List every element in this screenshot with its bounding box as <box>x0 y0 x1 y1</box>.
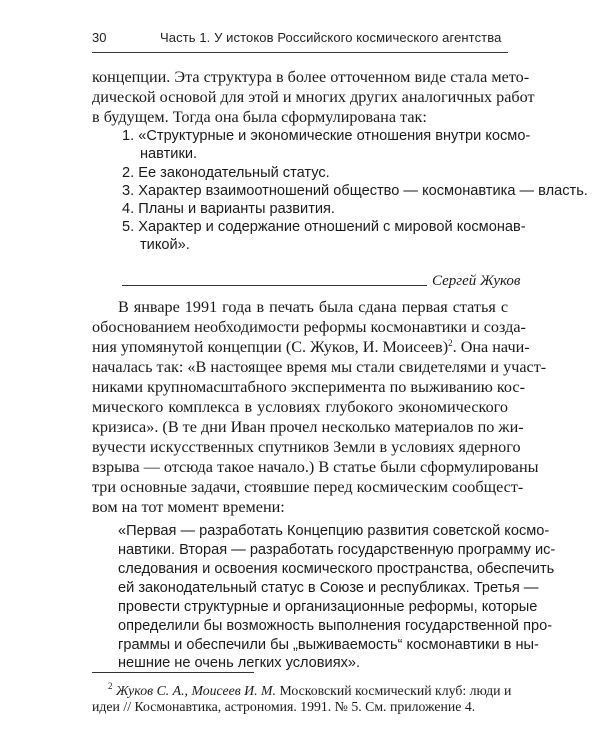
author-name: Сергей Жуков <box>432 273 521 289</box>
para2-line: обоснованием необходимости реформы космонавтики и созда- <box>92 318 526 336</box>
footnote-title: Московский космический клуб: люди и <box>279 683 512 698</box>
para1-line: в будущем. Тогда она была сформулирована так: <box>92 108 427 126</box>
quote-line: навтики. Вторая — разработать государственную программу ис- <box>118 542 556 558</box>
footnote-rule <box>92 672 254 673</box>
para2-line-with-footnote <box>92 338 530 357</box>
quote-line: ей законодательный статус в Союзе и республиках. Третья — <box>118 580 539 596</box>
list-item-line: 5. Характер и содержание отношений с мировой космонав- <box>122 219 526 235</box>
running-title: Часть 1. У истоков Российского космического агентства <box>160 30 502 45</box>
para2-line: три основные задачи, стоявшие перед космическим сообщест- <box>92 478 524 496</box>
para2-line: В январе 1991 года в печать была сдана первая статья с <box>118 298 508 316</box>
para2-line-tail: . Она начи- <box>452 338 530 356</box>
para2-line: вом на тот момент времени: <box>92 498 285 516</box>
quote-line: провести структурные и организационные реформы, которые <box>118 599 538 615</box>
footnote-line: идеи // Космонавтика, астрономия. 1991. № 5. См. приложение 4. <box>92 699 476 714</box>
quote-line: граммы и обеспечили бы „выживаемость“ космонавтики в ны- <box>118 637 539 653</box>
para2-line-text: ния упомянутой концепции (С. Жуков, И. Моисеев) <box>92 338 449 356</box>
page-number: 30 <box>92 30 107 45</box>
quote-line: определили бы возможность выполнения государственной про- <box>118 618 553 634</box>
header-rule <box>92 52 508 53</box>
para2-line: началась так: «В настоящее время мы стали свидетелями и участ- <box>92 358 547 376</box>
para1-line: концепции. Эта структура в более отточенном виде стала мето- <box>92 68 530 86</box>
para2-line: никами крупномасштабного эксперимента по выживанию кос- <box>92 378 525 396</box>
para2-line: взрыва — отсюда такое начало.) В статье были сформулированы <box>92 458 539 476</box>
footnote-authors: Жуков С. А., Моисеев И. М. <box>115 683 276 698</box>
list-item-line: тикой». <box>140 237 190 253</box>
quote-line: нешние не очень легких условиях». <box>118 655 361 671</box>
author-rule <box>122 285 427 286</box>
footnote-reference: 2 <box>448 338 453 348</box>
para2-line: вучести искусственных спутников Земли в условиях ядерного <box>92 438 521 456</box>
list-item-line: 3. Характер взаимоотношений общество — космонавтика — власть. <box>122 183 588 199</box>
quote-line: «Первая — разработать Концепцию развития советской космо- <box>118 523 550 539</box>
running-header <box>92 28 508 50</box>
para1-line: дической основой для этой и многих других аналогичных работ <box>92 88 535 106</box>
footnote-mark: 2 <box>108 681 113 691</box>
para2-line: кризиса». (В те дни Иван прочел несколько материалов по жи- <box>92 418 524 436</box>
list-item-line: 4. Планы и варианты развития. <box>122 201 335 217</box>
list-item-line: навтики. <box>140 146 198 162</box>
list-item-line: 2. Ее законодательный статус. <box>122 165 330 181</box>
footnote-line <box>108 681 512 699</box>
quote-line: следования и освоения космического пространства, обеспечить <box>118 561 555 577</box>
para2-line: мического комплекса в условиях глубокого экономического <box>92 398 508 416</box>
list-item-line: 1. «Структурные и экономические отношения внутри космо- <box>122 128 531 144</box>
